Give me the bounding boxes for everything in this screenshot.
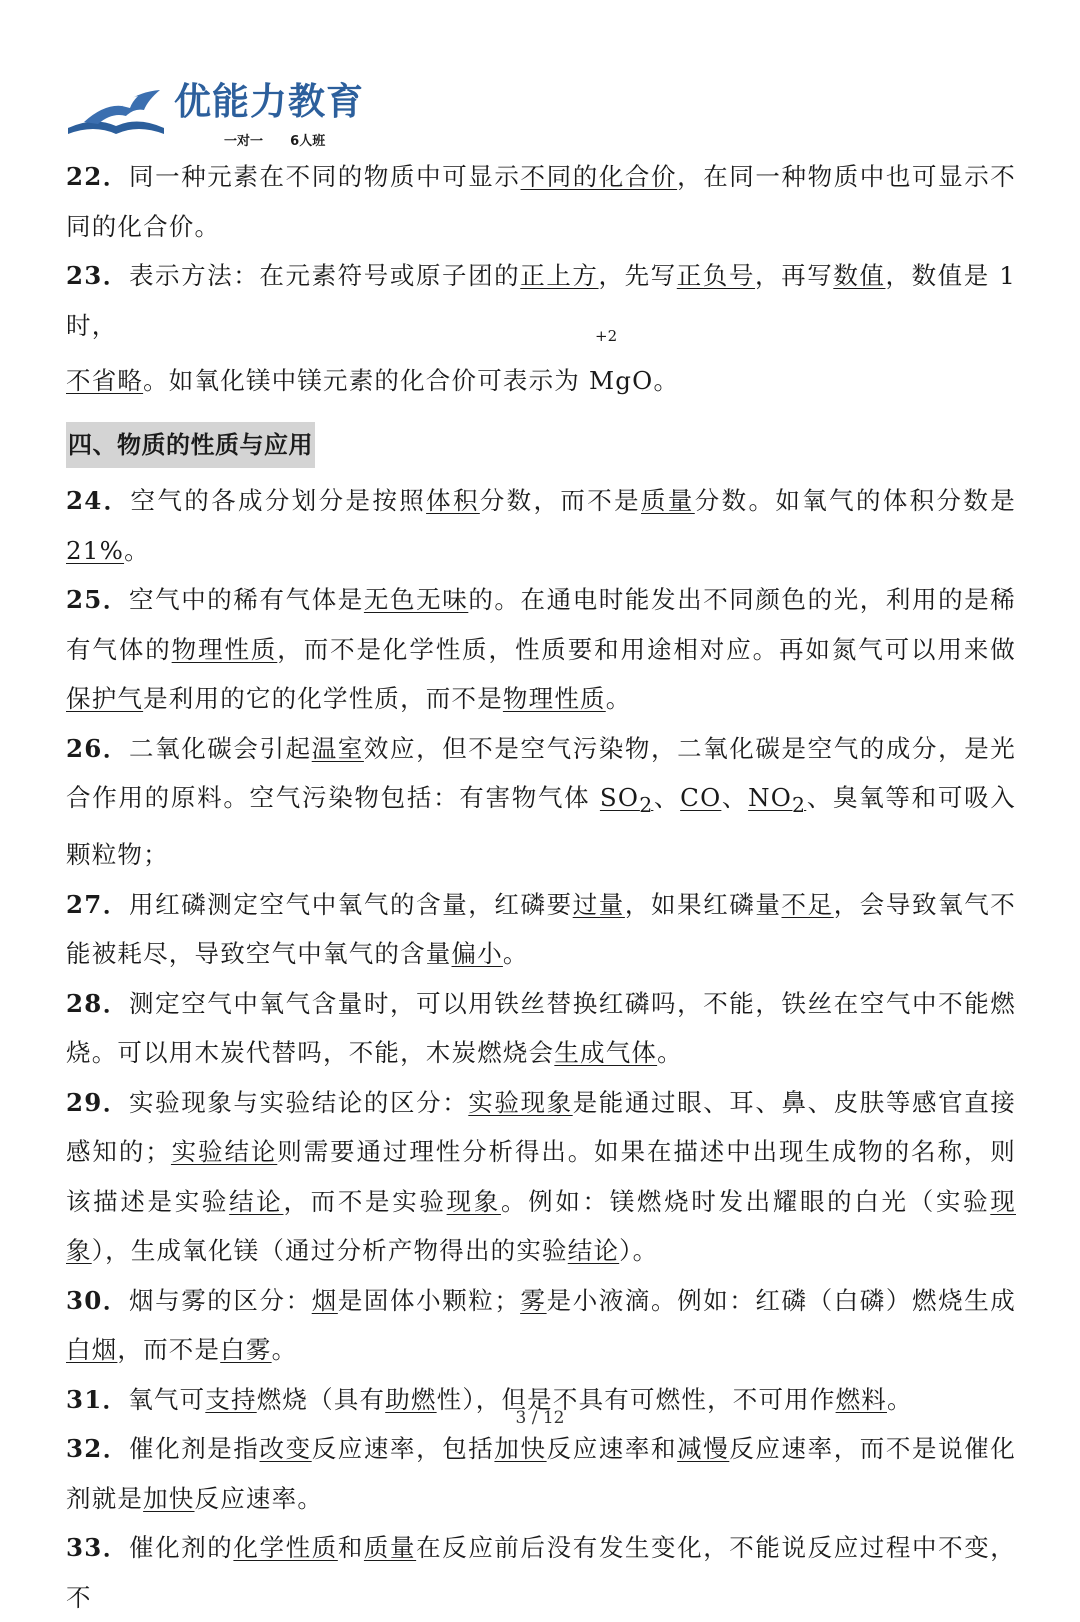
item-24: 24．空气的各成分划分是按照体积分数，而不是质量分数。如氧气的体积分数是 21%。 — [66, 486, 1016, 565]
item-30: 30．烟与雾的区分：烟是固体小颗粒；雾是小液滴。例如：红磷（白磷）燃烧生成白烟，而不是白雾。 — [66, 1285, 1016, 1365]
item-31: 31．氧气可支持燃烧（具有助燃性），但是不具有可燃性，不可用作燃料。 — [66, 1384, 913, 1414]
page-number: 3 / 12 — [515, 1408, 565, 1428]
brand-name: 优能力教育 — [174, 80, 364, 123]
item-29: 29．实验现象与实验结论的区分：实验现象是能通过眼、耳、鼻、皮肤等感官直接感知的；实验结论则需要通过理性分析得出。如果在描述中出现生成物的名称，则该描述是实验结论，而不是实验现象。例如：镁燃烧时发出耀眼的白光（实验现象），生成氧化镁（通过分析产物得出的实验结论）。 — [66, 1087, 1016, 1266]
logo — [64, 78, 384, 150]
document-body — [66, 152, 1016, 1622]
item-22: 22．同一种元素在不同的物质中可显示不同的化合价，在同一种物质中也可显示不同的化合价。 — [66, 162, 1017, 241]
mgo-formula: +2 Mg — [589, 327, 633, 395]
item-23: 23．表示方法：在元素符号或原子团的正上方，先写正负号，再写数值，数值是 1 时， — [66, 261, 1016, 340]
item-27: 27．用红磷测定空气中氧气的含量，红磷要过量，如果红磷量不足，会导致氧气不能被耗尽，导致空气中氧气的含量偏小。 — [66, 889, 1016, 969]
item-25: 25．空气中的稀有气体是无色无味的。在通电时能发出不同颜色的光，利用的是稀有气体的物理性质，而不是化学性质，性质要和用途相对应。再如氮气可以用来做保护气是利用的它的化学性质，而不是物理性质。 — [66, 585, 1016, 713]
book-bird-logo-icon — [64, 82, 169, 142]
item-28: 28．测定空气中氧气含量时，可以用铁丝替换红磷吗，不能，铁丝在空气中不能燃烧。可以用木炭代替吗，不能，木炭燃烧会生成气体。 — [66, 988, 1016, 1068]
item-33: 33．催化剂的化学性质和质量在反应前后没有发生变化，不能说反应过程中不变，不 — [66, 1533, 1016, 1612]
item-23-cont: 不省略。如氧化镁中镁元素的化合价可表示为 +2 MgO。 — [66, 350, 1016, 412]
item-32: 32．催化剂是指改变反应速率，包括加快反应速率和减慢反应速率，而不是说催化剂就是加快反应速率。 — [66, 1434, 1017, 1513]
item-26: 26．二氧化碳会引起温室效应，但不是空气污染物，二氧化碳是空气的成分，是光合作用的原料。空气污染物包括：有害物气体 $SO_2$、CO、$NO_2$、臭氧等和可吸入颗粒物； — [66, 733, 1016, 870]
section-heading: 四、物质的性质与应用 — [66, 422, 1016, 470]
brand-tagline: 一对一 6人班 — [224, 134, 326, 149]
